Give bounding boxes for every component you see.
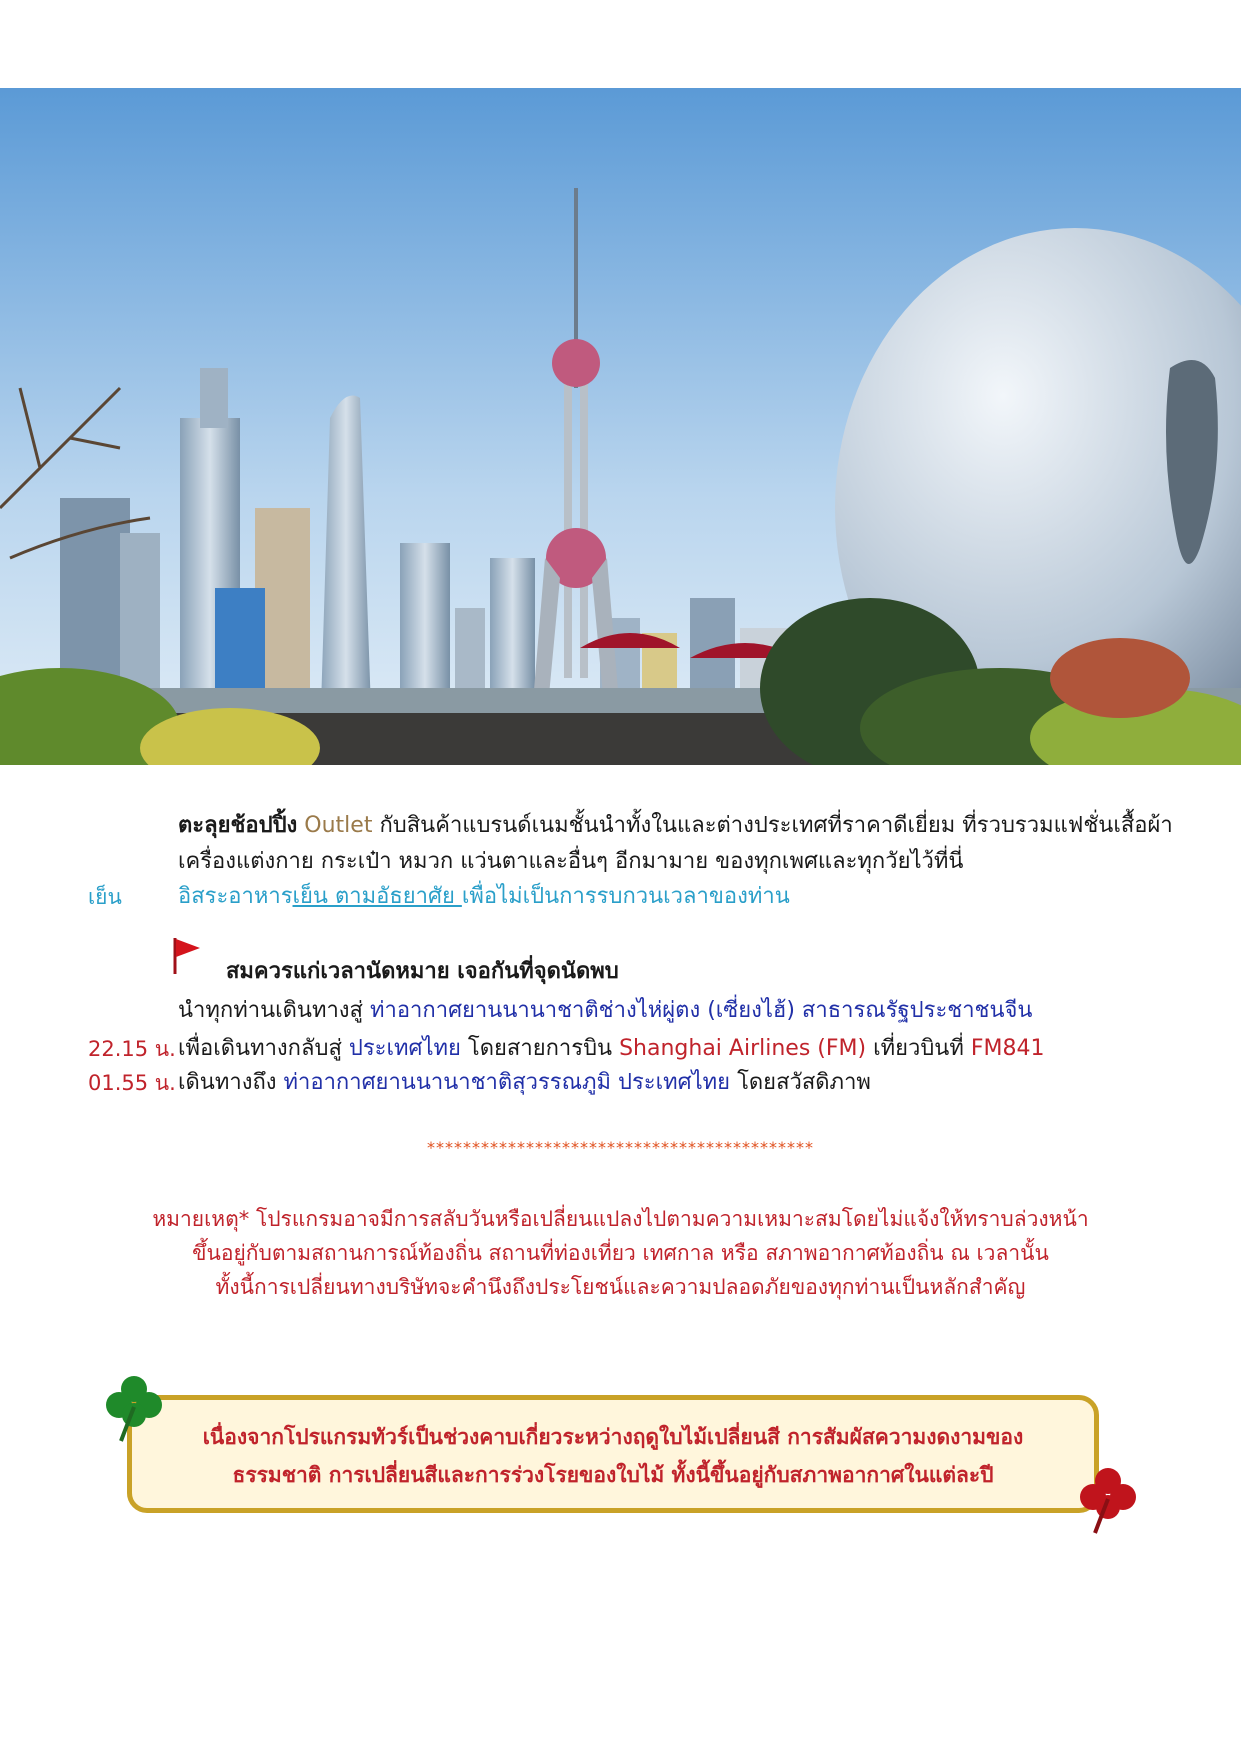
- green-clover-icon: [103, 1373, 165, 1447]
- flight-text-b: โดยสายการบิน: [460, 1036, 620, 1061]
- dinner-line: [178, 882, 790, 912]
- arrival-text-b: โดยสวัสดิภาพ: [730, 1070, 871, 1095]
- flight-time: 22.15 น.: [88, 1037, 176, 1061]
- meeting-text-a: นำทุกท่านเดินทางสู่: [178, 998, 370, 1023]
- shopping-line-2: เครื่องแต่งกาย กระเป๋า หมวก แว่นตาและอื่นๆ อีกมามาย ของทุกเพศและทุกวัยไว้ที่นี่: [178, 849, 964, 874]
- star-separator: *******************************************: [427, 1138, 814, 1157]
- remark-line-2: ขึ้นอยู่กับตามสถานการณ์ท้องถิ่น สถานที่ท่องเที่ยว เทศกาล หรือ สภาพอากาศท้องถิ่น ณ เวลานั้น: [192, 1241, 1049, 1265]
- arrival-airport: ท่าอากาศยานนานาชาติสุวรรณภูมิ ประเทศไทย: [283, 1070, 731, 1095]
- season-callout-box: [127, 1395, 1099, 1513]
- dinner-text-c: เพื่อไม่เป็นการรบกวนเวลาของท่าน: [461, 884, 790, 909]
- shanghai-airport: ท่าอากาศยานนานาชาติช่างไห่ผู่ตง (เซี่ยงไฮ้) สาธารณรัฐประชาชนจีน: [369, 998, 1033, 1023]
- hero-photo: [0, 88, 1241, 765]
- arrival-time: 01.55 น.: [88, 1071, 176, 1095]
- arrival-line: [178, 1068, 871, 1098]
- callout-line-2: ธรรมชาติ การเปลี่ยนสีและการร่วงโรยของใบไม้ ทั้งนี้ขึ้นอยู่กับสภาพอากาศในแต่ละปี: [232, 1463, 994, 1487]
- remark-line-3: ทั้งนี้การเปลี่ยนทางบริษัทจะคำนึงถึงประโยชน์และความปลอดภัยของทุกท่านเป็นหลักสำคัญ: [215, 1275, 1026, 1299]
- flight-text-c: เที่ยวบินที่: [866, 1036, 971, 1061]
- flight-number: FM841: [970, 1036, 1045, 1061]
- dinner-text-b: เย็น ตามอัธยาศัย: [292, 884, 462, 909]
- red-clover-icon: [1077, 1465, 1139, 1539]
- flight-country: ประเทศไทย: [348, 1036, 461, 1061]
- shopping-line-1-text: กับสินค้าแบรนด์เนมชั้นนำทั้งในและต่างประเทศที่ราคาดีเยี่ยม ที่รวบรวมแฟชั่นเสื้อผ้า: [379, 813, 1173, 838]
- callout-line-1: เนื่องจากโปรแกรมทัวร์เป็นช่วงคาบเกี่ยวระหว่างฤดูใบไม้เปลี่ยนสี การสัมผัสความงดงามของ: [202, 1425, 1024, 1449]
- shopping-line-1: [178, 811, 1173, 841]
- dinner-time: เย็น: [88, 885, 122, 909]
- shopping-title: ตะลุยช้อปปิ้ง: [178, 813, 298, 838]
- remark-line-1: หมายเหตุ* โปรแกรมอาจมีการสลับวันหรือเปลี่ยนแปลงไปตามความเหมาะสมโดยไม่แจ้งให้ทราบล่วงหน้า: [152, 1207, 1089, 1231]
- outlet-label: Outlet: [304, 813, 373, 838]
- meeting-title: สมควรแก่เวลานัดหมาย เจอกันที่จุดนัดพบ: [226, 959, 619, 984]
- red-flag-icon: [172, 936, 202, 980]
- flight-line: [178, 1034, 1044, 1064]
- season-callout-text: [132, 1418, 1094, 1494]
- airline-name: Shanghai Airlines (FM): [619, 1036, 867, 1061]
- dinner-text-a: อิสระอาหาร: [178, 884, 293, 909]
- meeting-line: [178, 996, 1032, 1026]
- flight-text-a: เพื่อเดินทางกลับสู่: [178, 1036, 349, 1061]
- shanghai-skyline-illustration: [0, 88, 1241, 765]
- arrival-text-a: เดินทางถึง: [178, 1070, 284, 1095]
